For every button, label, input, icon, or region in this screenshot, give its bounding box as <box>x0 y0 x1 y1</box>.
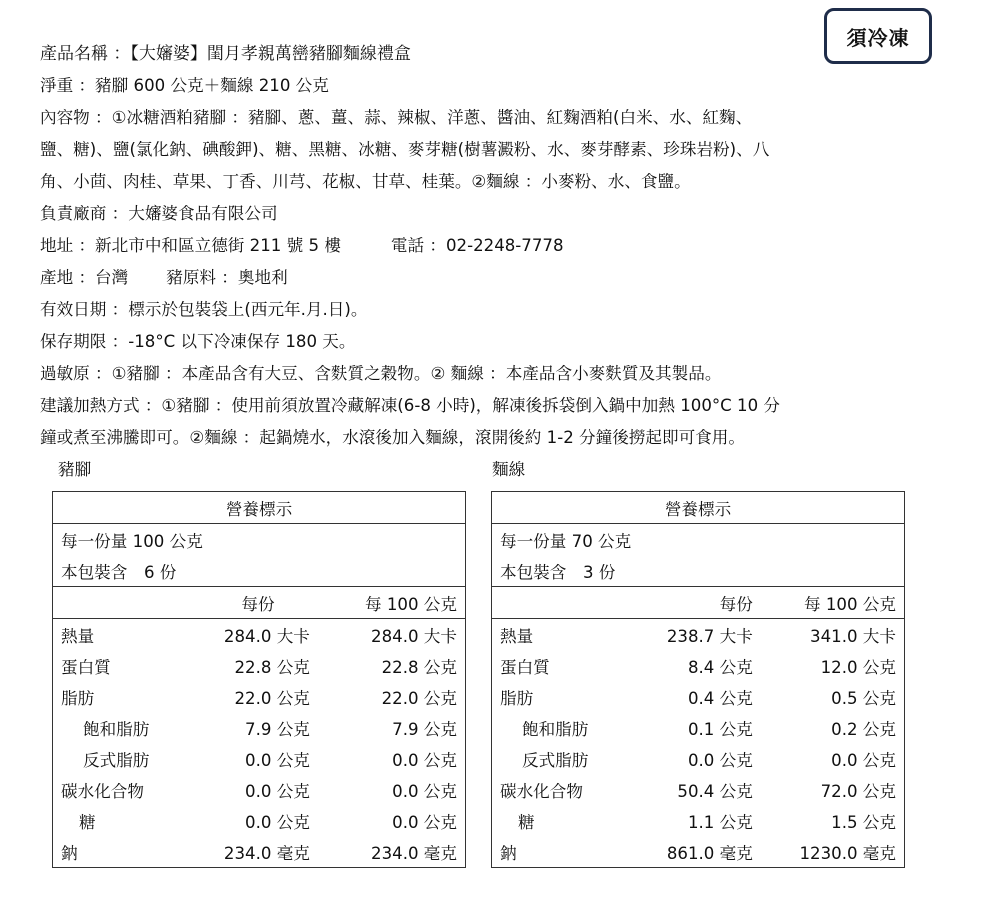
row-label: 熱量 <box>61 626 95 646</box>
column-header-per-serving: 每份 <box>198 587 318 619</box>
per-serving-value: 0.0 公克 <box>245 781 310 801</box>
per-100g-value: 1230.0 毫克 <box>799 843 896 863</box>
phone: 電話 ：02-2248-7778 <box>390 236 564 255</box>
row-label: 糖 <box>79 812 96 832</box>
per-serving-value: 0.1 公克 <box>687 719 753 739</box>
per-100g-value: 0.5 公克 <box>831 688 896 708</box>
pork-origin: 豬原料 ：奧地利 <box>166 268 288 287</box>
per-100g-value: 22.8 公克 <box>381 657 457 677</box>
per-serving-value: 0.0 公克 <box>245 812 310 832</box>
row-label: 蛋白質 <box>61 657 111 677</box>
per-100g-value: 0.0 公克 <box>392 750 457 770</box>
per-100g-value: 0.2 公克 <box>831 719 896 739</box>
row-label: 蛋白質 <box>500 657 550 677</box>
serving-size: 每一份量 70 公克 <box>500 531 632 551</box>
servings-per-pack: 本包裝含 6 份 <box>53 555 466 587</box>
row-label: 飽和脂肪 <box>83 719 150 739</box>
column-header-per-100g: 每 100 公克 <box>761 587 905 619</box>
per-serving-value: 50.4 公克 <box>677 781 753 801</box>
per-serving-value: 234.0 毫克 <box>223 843 310 863</box>
pork-nutrition-table <box>52 491 466 868</box>
per-100g-value: 22.0 公克 <box>381 688 457 708</box>
column-header-blank <box>492 587 638 619</box>
product-info <box>40 38 970 454</box>
noodle-nutrition-table <box>491 491 905 868</box>
row-label: 鈉 <box>500 843 517 863</box>
table-row <box>492 774 905 805</box>
row-label: 反式脂肪 <box>522 750 589 770</box>
row-label: 碳水化合物 <box>61 781 144 801</box>
row-label: 反式脂肪 <box>83 750 150 770</box>
per-serving-value: 284.0 大卡 <box>223 626 310 646</box>
ingredients-line-1: 內容物 ：①冰糖酒粕豬腳 ：豬腳、蔥、薑、蒜、辣椒、洋蔥、醬油、紅麴酒粕(白米、水、紅麴、 <box>40 108 753 127</box>
origin-line <box>40 262 970 294</box>
per-100g-value: 7.9 公克 <box>392 719 457 739</box>
storage: 保存期限 ：-18°C 以下冷凍保存 180 天。 <box>40 332 356 351</box>
table-row <box>53 650 466 681</box>
per-100g-value: 0.0 公克 <box>831 750 896 770</box>
row-label: 熱量 <box>500 626 534 646</box>
manufacturer: 負責廠商 ：大嬸婆食品有限公司 <box>40 204 278 223</box>
column-header-per-serving: 每份 <box>637 587 761 619</box>
row-label: 糖 <box>518 812 535 832</box>
servings-per-pack: 本包裝含 3 份 <box>492 555 905 587</box>
table-row <box>53 712 466 743</box>
noodle-table-caption: 麵線 <box>492 460 526 479</box>
pork-table-caption: 豬腳 <box>58 460 92 479</box>
per-100g-value: 72.0 公克 <box>820 781 896 801</box>
heating-line-1: 建議加熱方式 ：①豬腳 ：使用前須放置冷藏解凍(6-8 小時)，解凍後拆袋倒入鍋中加熱 100°C 10 分 <box>40 396 781 415</box>
per-serving-value: 22.0 公克 <box>234 688 310 708</box>
table-row <box>492 836 905 868</box>
table-row <box>492 619 905 651</box>
table-row <box>53 774 466 805</box>
row-label: 飽和脂肪 <box>522 719 589 739</box>
allergens: 過敏原 ：①豬腳 ：本產品含有大豆、含麩質之穀物。② 麵線 ：本產品含小麥麩質及其製品。 <box>40 364 722 383</box>
table-row <box>53 743 466 774</box>
column-header-per-100g: 每 100 公克 <box>318 587 466 619</box>
per-serving-value: 0.0 公克 <box>245 750 310 770</box>
per-serving-value: 861.0 毫克 <box>666 843 753 863</box>
per-serving-value: 0.0 公克 <box>687 750 753 770</box>
column-header-blank <box>53 587 199 619</box>
address: 地址 ：新北市中和區立德街 211 號 5 樓 <box>40 236 341 255</box>
per-100g-value: 1.5 公克 <box>831 812 896 832</box>
table-row <box>53 681 466 712</box>
table-row <box>53 619 466 651</box>
frozen-badge: 須冷凍 <box>824 8 932 64</box>
row-label: 碳水化合物 <box>500 781 583 801</box>
product-name: 產品名稱 ：【大嬸婆】閨月孝親萬巒豬腳麵線禮盒 <box>40 44 411 64</box>
table-row <box>492 712 905 743</box>
table-row <box>53 836 466 868</box>
address-phone-line <box>40 230 970 262</box>
table-row <box>492 681 905 712</box>
expiry: 有效日期 ：標示於包裝袋上(西元年.月.日)。 <box>40 300 368 319</box>
table-row <box>492 650 905 681</box>
net-weight: 淨重 ：豬腳 600 公克＋麵線 210 公克 <box>40 76 329 95</box>
table-row <box>492 743 905 774</box>
row-label: 脂肪 <box>500 688 534 708</box>
per-serving-value: 8.4 公克 <box>687 657 753 677</box>
per-100g-value: 284.0 大卡 <box>371 626 457 646</box>
nutrition-title: 營養標示 <box>492 492 905 524</box>
per-100g-value: 341.0 大卡 <box>810 626 896 646</box>
per-serving-value: 22.8 公克 <box>234 657 310 677</box>
per-serving-value: 1.1 公克 <box>687 812 753 832</box>
row-label: 鈉 <box>61 843 78 863</box>
per-100g-value: 0.0 公克 <box>392 812 457 832</box>
per-100g-value: 234.0 毫克 <box>371 843 457 863</box>
per-serving-value: 7.9 公克 <box>245 719 310 739</box>
ingredients-line-2: 鹽、糖)、鹽(氯化鈉、碘酸鉀)、糖、黑糖、冰糖、麥芽糖(樹薯澱粉、水、麥芽酵素、珍珠岩粉)、八 <box>40 140 770 159</box>
per-serving-value: 238.7 大卡 <box>666 626 753 646</box>
table-row <box>53 805 466 836</box>
table-row <box>492 805 905 836</box>
heating-line-2: 鐘或煮至沸騰即可。②麵線 ：起鍋燒水，水滾後加入麵線，滾開後約 1-2 分鐘後撈起即可食用。 <box>40 428 745 447</box>
row-label: 脂肪 <box>61 688 95 708</box>
nutrition-title: 營養標示 <box>53 492 466 524</box>
per-100g-value: 0.0 公克 <box>392 781 457 801</box>
serving-size: 每一份量 100 公克 <box>61 531 203 551</box>
per-100g-value: 12.0 公克 <box>820 657 896 677</box>
ingredients-line-3: 角、小茴、肉桂、草果、丁香、川芎、花椒、甘草、桂葉。②麵線 ：小麥粉、水、食鹽。 <box>40 172 691 191</box>
per-serving-value: 0.4 公克 <box>687 688 753 708</box>
origin: 產地 ：台灣 <box>40 268 129 287</box>
